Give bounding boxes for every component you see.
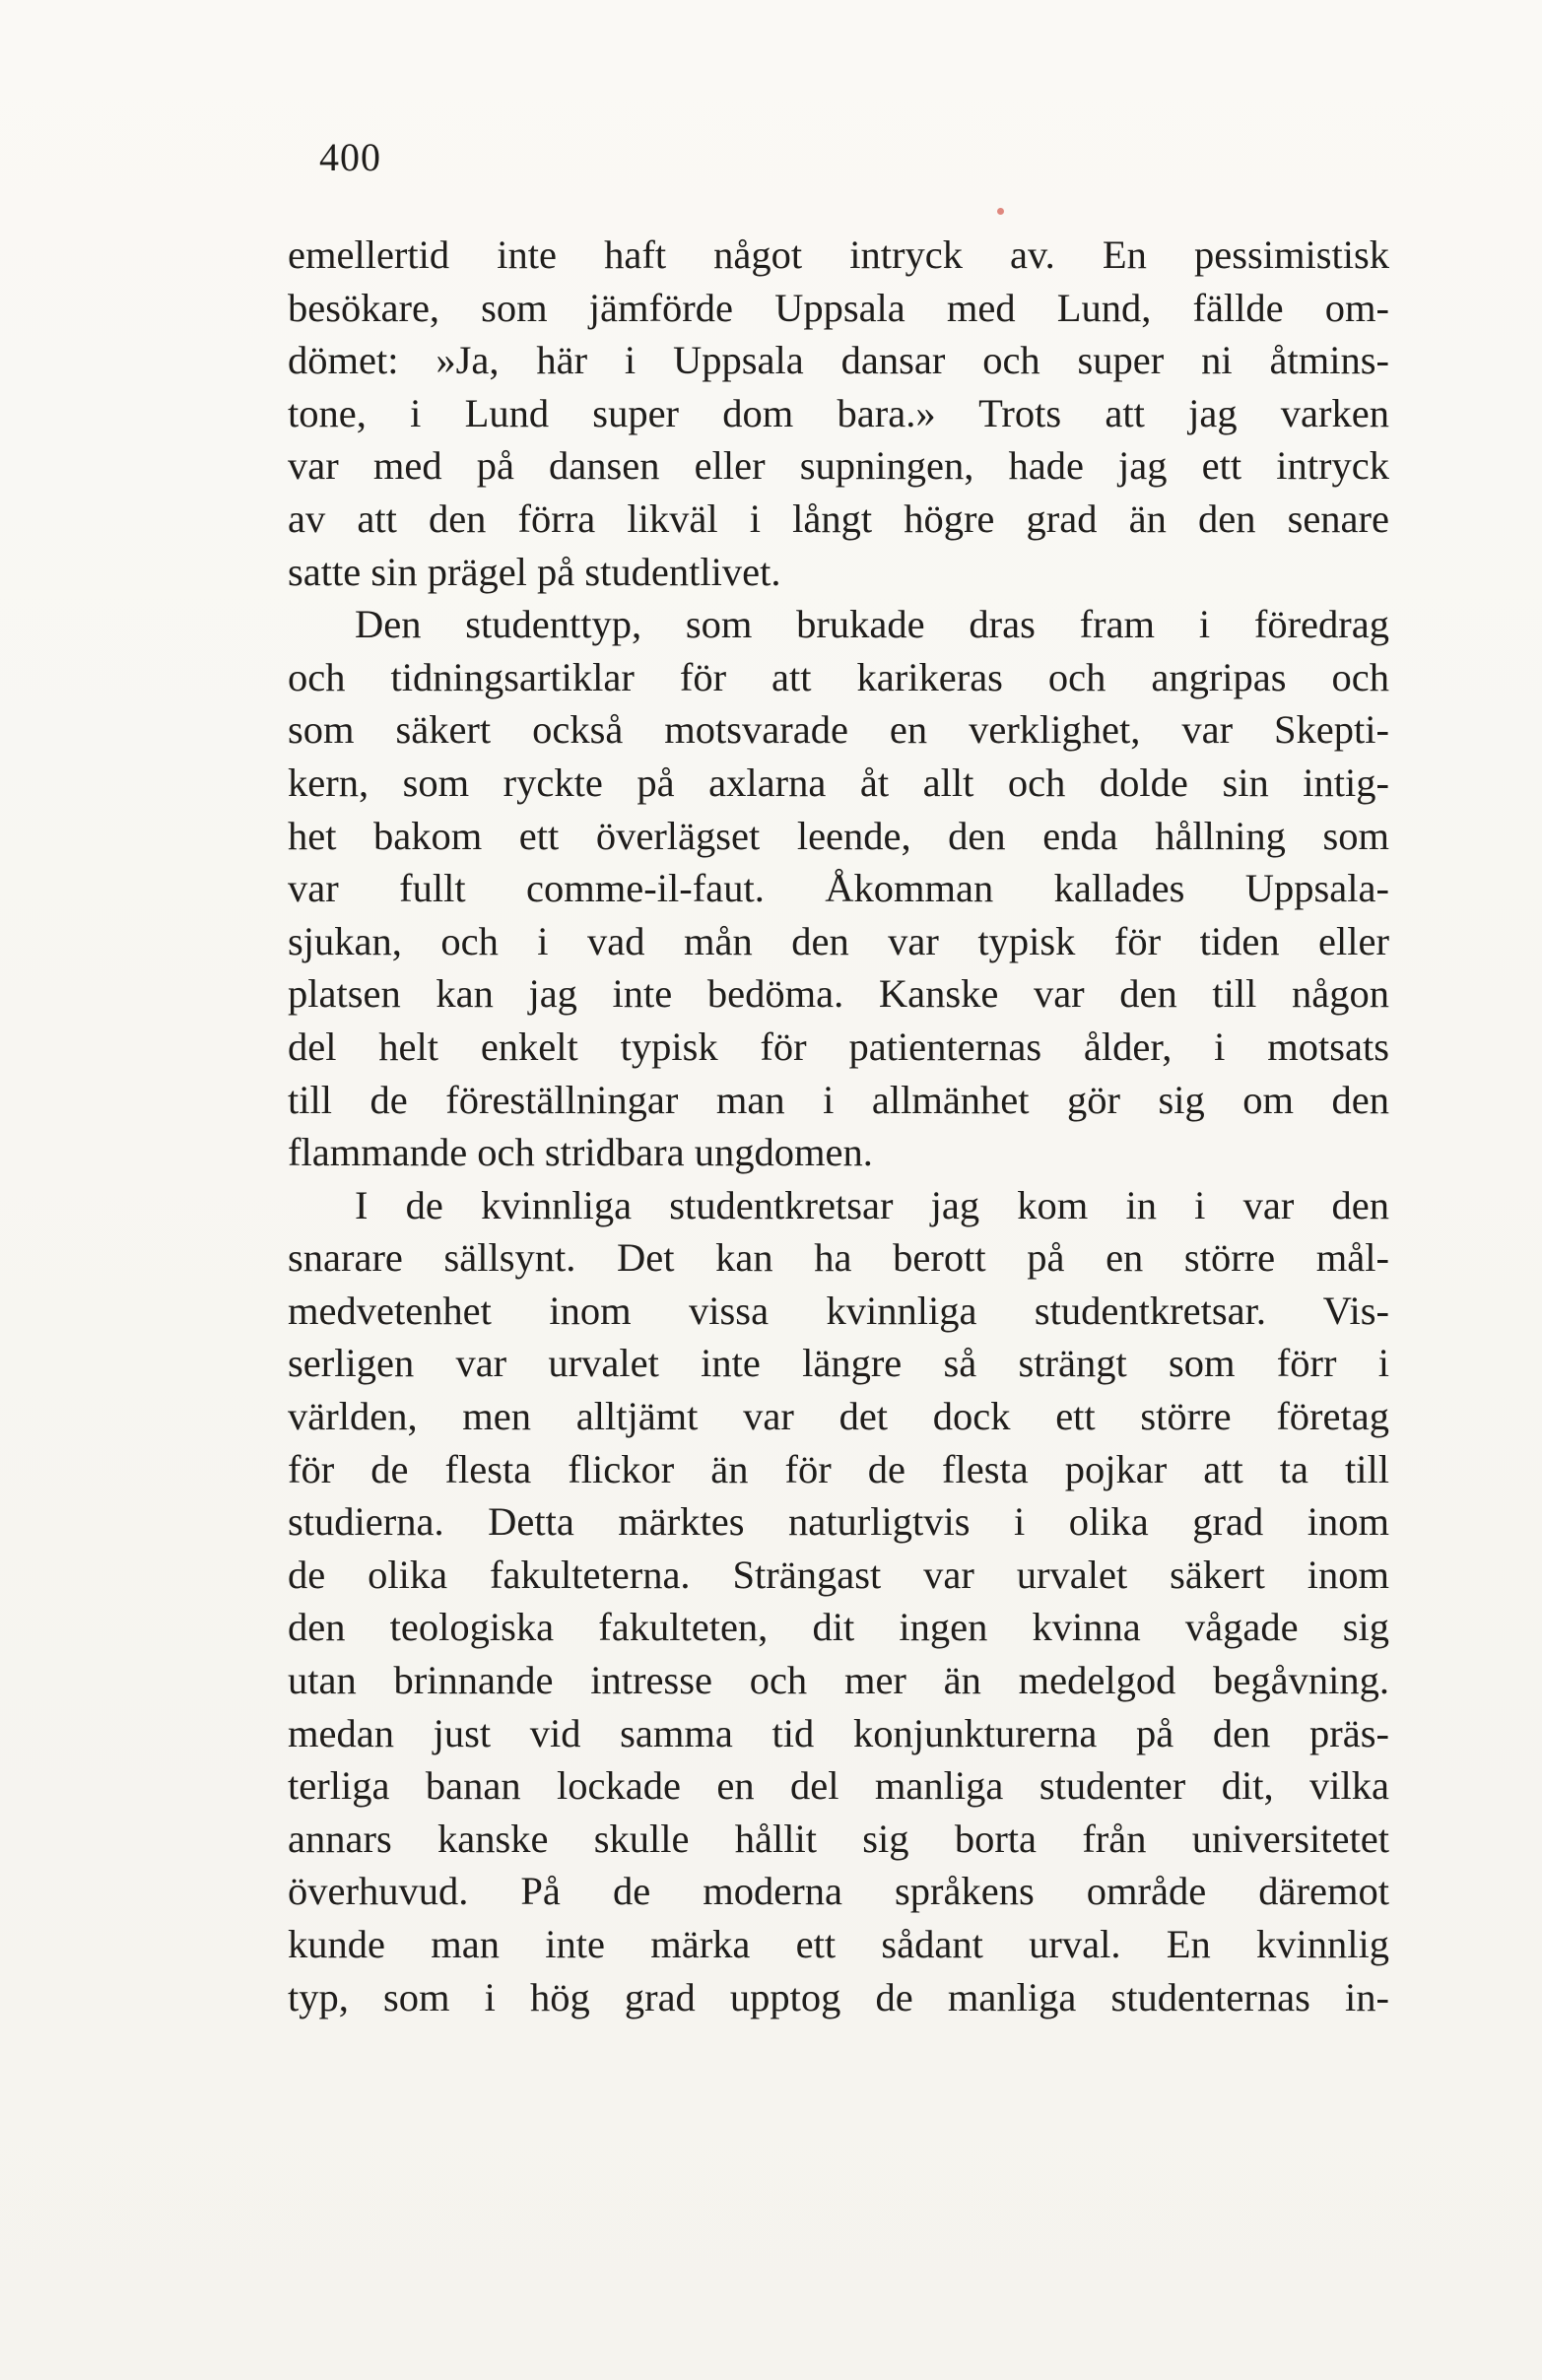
text-line: till de föreställningar man i allmänhet gör sig om den [288, 1077, 1389, 1122]
text-line: snarare sällsynt. Det kan ha berott på en större mål- [288, 1235, 1389, 1281]
text-line: överhuvud. På de moderna språkens område däremot [288, 1869, 1389, 1914]
page-number: 400 [319, 135, 381, 179]
text-line: tone, i Lund super dom bara.» Trots att jag varken [288, 390, 1389, 435]
text-line: het bakom ett överlägset leende, den enda hållning som [288, 813, 1389, 858]
text-line: var med på dansen eller supningen, hade jag ett intryck [288, 443, 1389, 489]
text-line: studierna. Detta märktes naturligtvis i olika grad inom [288, 1499, 1389, 1545]
text-line: Den studenttyp, som brukade dras fram i föredrag [355, 602, 1389, 647]
text-line: sjukan, och i vad mån den var typisk för tiden eller [288, 918, 1389, 963]
text-line: satte sin prägel på studentlivet. [288, 549, 781, 594]
text-line: emellertid inte haft något intryck av. En pessimistisk [288, 232, 1389, 277]
text-line: platsen kan jag inte bedöma. Kanske var den till någon [288, 971, 1389, 1017]
ink-spot [997, 208, 1004, 215]
text-line: världen, men alltjämt var det dock ett större företag [288, 1394, 1389, 1439]
text-line: medvetenhet inom vissa kvinnliga studentkretsar. Vis- [288, 1288, 1389, 1333]
text-line: dömet: »Ja, här i Uppsala dansar och super ni åtmins- [288, 338, 1389, 383]
text-line: de olika fakulteterna. Strängast var urvalet säkert inom [288, 1552, 1389, 1597]
text-line: besökare, som jämförde Uppsala med Lund, fällde om- [288, 285, 1389, 330]
text-line: del helt enkelt typisk för patienternas ålder, i motsats [288, 1024, 1389, 1069]
text-line: medan just vid samma tid konjunkturerna på den präs- [288, 1710, 1389, 1755]
text-line: terliga banan lockade en del manliga studenter dit, vilka [288, 1763, 1389, 1809]
text-line: var fullt comme-il-faut. Åkomman kallades Uppsala- [288, 866, 1389, 911]
text-line: den teologiska fakulteten, dit ingen kvinna vågade sig [288, 1605, 1389, 1650]
text-line: annars kanske skulle hållit sig borta från universitetet [288, 1816, 1389, 1861]
body-text [288, 229, 1389, 2023]
text-line: flammande och stridbara ungdomen. [288, 1130, 873, 1175]
text-line: och tidningsartiklar för att karikeras och angripas och [288, 654, 1389, 699]
text-line: av att den förra likväl i långt högre grad än den senare [288, 496, 1389, 541]
text-line: typ, som i hög grad upptog de manliga studenternas in- [288, 1974, 1389, 2019]
text-line: som säkert också motsvarade en verklighet, var Skepti- [288, 707, 1389, 753]
text-line: serligen var urvalet inte längre så strängt som förr i [288, 1341, 1389, 1386]
text-line: utan brinnande intresse och mer än medelgod begåvning. [288, 1658, 1389, 1703]
text-line: för de flesta flickor än för de flesta pojkar att ta till [288, 1446, 1389, 1491]
text-line: kern, som ryckte på axlarna åt allt och dolde sin intig- [288, 760, 1389, 805]
text-line: kunde man inte märka ett sådant urval. En kvinnlig [288, 1922, 1389, 1966]
text-line: I de kvinnliga studentkretsar jag kom in i var den [355, 1182, 1389, 1227]
